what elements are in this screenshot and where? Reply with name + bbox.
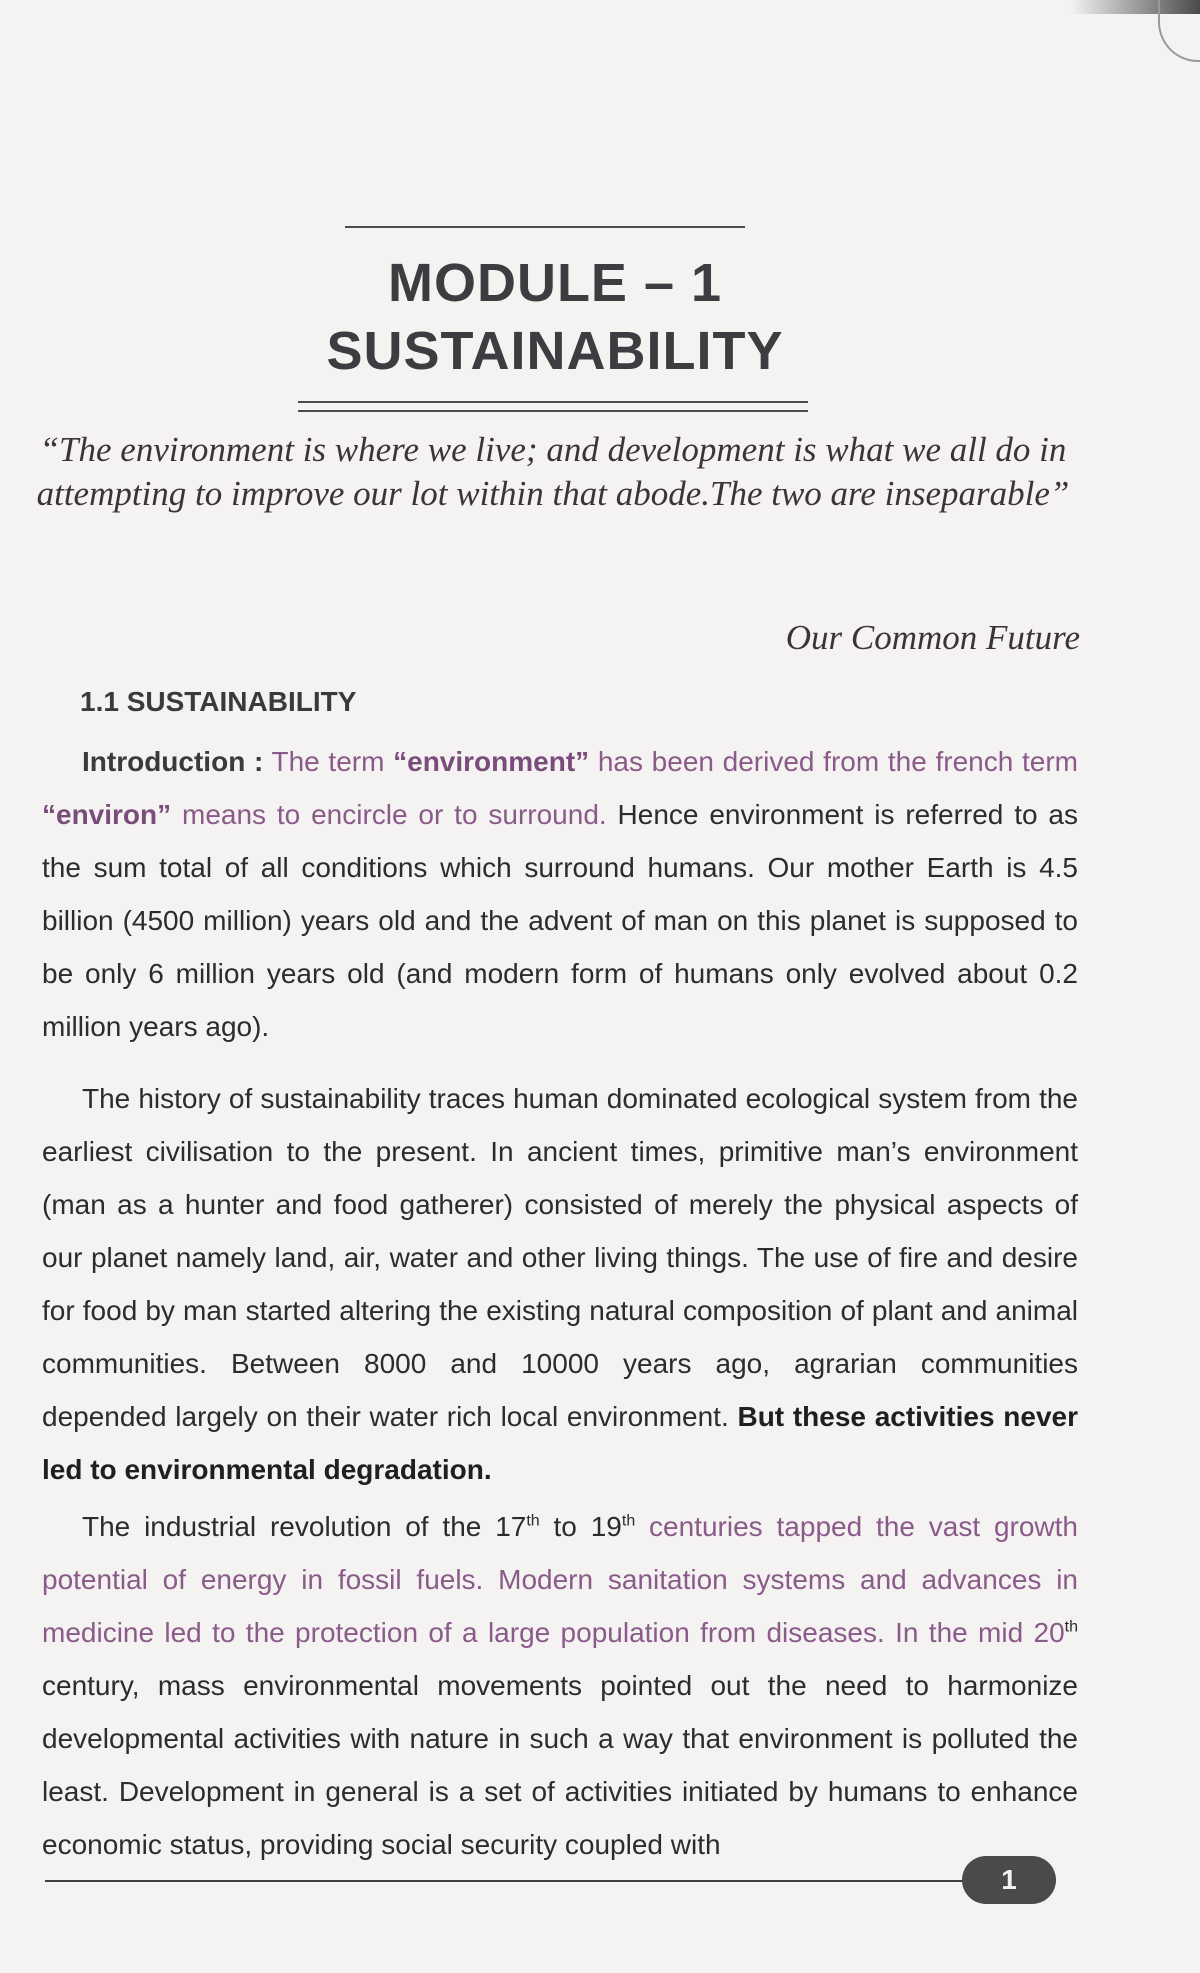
- heading-double-rule: [298, 401, 808, 412]
- superscript-th-3: th: [1064, 1618, 1078, 1636]
- history-text: The history of sustainability traces human dominated ecological system from the earliest civilisation to the present. In ancient times, primitive man’s environment (man as a hunter and food gatherer) consisted of merely the physical aspects of our planet namely land, air, water and other living things. The use of fire and desire for food by man started altering the existing natural composition of plant and animal communities. Between 8000 and 10000 years ago, agrarian communities depended largely on their water rich local environment.: [42, 1083, 1078, 1432]
- section-heading: 1.1 SUSTAINABILITY: [80, 686, 357, 717]
- page-corner-curl: [1158, 0, 1200, 62]
- intro-text-2: has been derived from the french term: [589, 746, 1078, 777]
- industrial-text-1: The industrial revolution of the 17: [82, 1511, 527, 1542]
- page-number-badge: 1: [962, 1856, 1056, 1904]
- history-emphasis: But these activities never led to environmental degradation.: [42, 1401, 1078, 1485]
- intro-text-4: Hence environment is referred to as the sum total of all conditions which surround humans. Our mother Earth is 4.5 billion (4500 million) years old and the advent of man on this planet is supposed to be only 6 million years old (and modern form of humans only evolved about 0.2 million years ago).: [42, 799, 1078, 1042]
- industrial-text-4: century, mass environmental movements pointed out the need to harmonize developmental activities with nature in such a way that environment is polluted the least. Development in general is a set of activities initiated by humans to enhance economic status, providing social security coupled with: [42, 1670, 1078, 1860]
- paragraph-introduction: [42, 735, 1078, 1053]
- paragraph-history: [42, 1072, 1078, 1496]
- intro-text-3: means to encircle or to surround.: [171, 799, 607, 830]
- module-title: SUSTAINABILITY: [326, 321, 784, 381]
- paragraph-industrial: [42, 1500, 1078, 1871]
- superscript-th-1: th: [526, 1512, 540, 1530]
- footer-rule: [45, 1880, 985, 1882]
- intro-text-1: The term: [263, 746, 394, 777]
- intro-lead: Introduction :: [82, 746, 264, 777]
- module-heading: MODULE – 1: [387, 253, 723, 313]
- term-environment: “environment”: [393, 746, 590, 777]
- industrial-text-3: centuries tapped the vast growth potential of energy in fossil fuels. Modern sanitation systems and advances in medicine led to the protection of a large population from diseases. In the mid 20: [42, 1511, 1078, 1648]
- superscript-th-2: th: [621, 1512, 636, 1530]
- term-environ: “environ”: [42, 799, 172, 830]
- heading-top-rule: [345, 226, 745, 228]
- epigraph-attribution: Our Common Future: [785, 618, 1080, 657]
- epigraph-quote: “The environment is where we live; and development is what we all do in attempting to improve our lot within that abode.The two are inseparable”: [36, 430, 1070, 513]
- industrial-text-2: to 19: [539, 1511, 622, 1542]
